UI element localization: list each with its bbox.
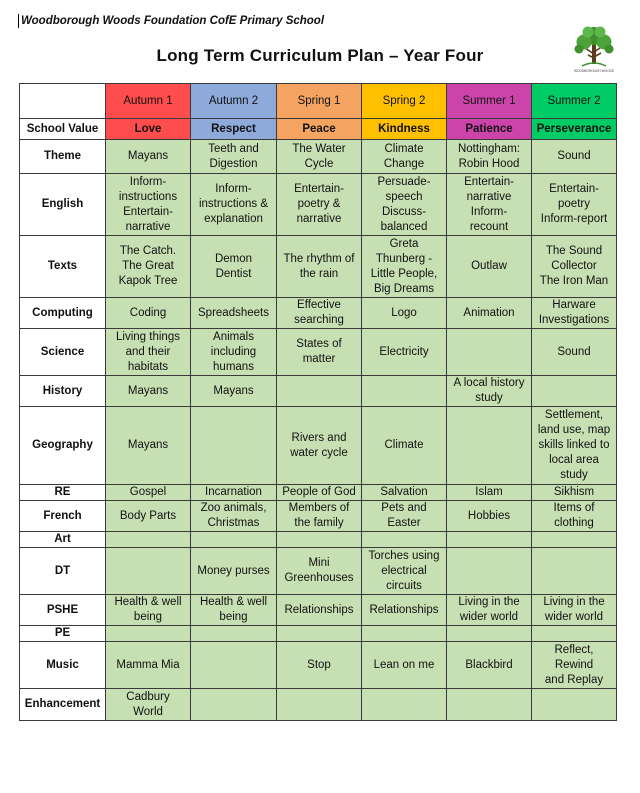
table-cell: Harware Investigations bbox=[532, 298, 617, 329]
table-cell bbox=[106, 626, 191, 642]
table-cell: Health & well being bbox=[106, 595, 191, 626]
table-cell: Blackbird bbox=[447, 642, 532, 689]
table-row bbox=[20, 501, 617, 532]
table-cell: Living things and their habitats bbox=[106, 329, 191, 376]
table-body bbox=[20, 140, 617, 721]
row-header-enhancement: Enhancement bbox=[20, 689, 106, 721]
table-cell: Mamma Mia bbox=[106, 642, 191, 689]
table-cell: The Sound Collector The Iron Man bbox=[532, 236, 617, 298]
table-cell: The rhythm of the rain bbox=[277, 236, 362, 298]
table-cell: Entertain- poetry & narrative bbox=[277, 174, 362, 236]
table-cell bbox=[447, 689, 532, 721]
table-cell: Relationships bbox=[362, 595, 447, 626]
row-header-geography: Geography bbox=[20, 407, 106, 485]
term-header-spring-2: Spring 2 bbox=[362, 84, 447, 119]
table-row bbox=[20, 236, 617, 298]
table-cell bbox=[532, 548, 617, 595]
table-cell bbox=[532, 689, 617, 721]
table-cell bbox=[277, 626, 362, 642]
table-cell bbox=[106, 532, 191, 548]
table-row bbox=[20, 407, 617, 485]
table-cell: Mayans bbox=[106, 376, 191, 407]
table-cell: States of matter bbox=[277, 329, 362, 376]
row-header-computing: Computing bbox=[20, 298, 106, 329]
table-cell: Settlement, land use, map skills linked to local area study bbox=[532, 407, 617, 485]
table-cell: Rivers and water cycle bbox=[277, 407, 362, 485]
table-cell: The Catch. The Great Kapok Tree bbox=[106, 236, 191, 298]
row-header: School Value bbox=[20, 119, 106, 140]
table-cell bbox=[362, 689, 447, 721]
table-cell bbox=[532, 532, 617, 548]
table-cell: Reflect, Rewind and Replay bbox=[532, 642, 617, 689]
table-row bbox=[20, 548, 617, 595]
row-header-science: Science bbox=[20, 329, 106, 376]
table-cell: Incarnation bbox=[191, 485, 277, 501]
table-cell: Inform- instructions & explanation bbox=[191, 174, 277, 236]
curriculum-table bbox=[19, 83, 617, 721]
row-header-re: RE bbox=[20, 485, 106, 501]
school-value-cell: Kindness bbox=[362, 119, 447, 140]
table-cell: Entertain- poetry Inform-report bbox=[532, 174, 617, 236]
school-value-cell: Respect bbox=[191, 119, 277, 140]
table-cell: Inform- instructions Entertain- narrative bbox=[106, 174, 191, 236]
table-cell: People of God bbox=[277, 485, 362, 501]
table-cell bbox=[447, 626, 532, 642]
table-cell: A local history study bbox=[447, 376, 532, 407]
table-cell: Hobbies bbox=[447, 501, 532, 532]
term-header-autumn-1: Autumn 1 bbox=[106, 84, 191, 119]
table-row bbox=[20, 376, 617, 407]
table-row bbox=[20, 485, 617, 501]
table-cell bbox=[447, 548, 532, 595]
term-header-summer-1: Summer 1 bbox=[447, 84, 532, 119]
row-header-french: French bbox=[20, 501, 106, 532]
table-row bbox=[20, 689, 617, 721]
table-cell: Body Parts bbox=[106, 501, 191, 532]
table-cell: Living in the wider world bbox=[447, 595, 532, 626]
table-cell bbox=[532, 376, 617, 407]
term-header-spring-1: Spring 1 bbox=[277, 84, 362, 119]
row-header-english: English bbox=[20, 174, 106, 236]
logo-text: WOODBOROUGH WOODS bbox=[573, 69, 615, 73]
table-row bbox=[20, 298, 617, 329]
table-cell: Nottingham: Robin Hood bbox=[447, 140, 532, 174]
table-row bbox=[20, 626, 617, 642]
table-cell: Torches using electrical circuits bbox=[362, 548, 447, 595]
table-cell: Sound bbox=[532, 140, 617, 174]
table-cell: Items of clothing bbox=[532, 501, 617, 532]
table-cell: Sound bbox=[532, 329, 617, 376]
table-cell bbox=[277, 689, 362, 721]
table-cell: Electricity bbox=[362, 329, 447, 376]
term-header-autumn-2: Autumn 2 bbox=[191, 84, 277, 119]
table-row bbox=[20, 140, 617, 174]
table-cell: Relationships bbox=[277, 595, 362, 626]
table-cell bbox=[532, 626, 617, 642]
table-cell bbox=[447, 329, 532, 376]
school-value-cell: Love bbox=[106, 119, 191, 140]
table-cell: Greta Thunberg - Little People, Big Dreams bbox=[362, 236, 447, 298]
table-cell: Outlaw bbox=[447, 236, 532, 298]
table-row bbox=[20, 532, 617, 548]
table-cell: Gospel bbox=[106, 485, 191, 501]
row-header-pe: PE bbox=[20, 626, 106, 642]
table-row bbox=[20, 642, 617, 689]
term-header-summer-2: Summer 2 bbox=[532, 84, 617, 119]
row-header-history: History bbox=[20, 376, 106, 407]
school-value-cell: Peace bbox=[277, 119, 362, 140]
table-cell bbox=[362, 376, 447, 407]
row-header-texts: Texts bbox=[20, 236, 106, 298]
table-cell: Cadbury World bbox=[106, 689, 191, 721]
table-cell bbox=[191, 689, 277, 721]
table-cell: Living in the wider world bbox=[532, 595, 617, 626]
table-cell: Demon Dentist bbox=[191, 236, 277, 298]
table-cell: Effective searching bbox=[277, 298, 362, 329]
table-cell bbox=[191, 626, 277, 642]
table-cell: Mini Greenhouses bbox=[277, 548, 362, 595]
table-cell: Mayans bbox=[106, 407, 191, 485]
table-cell bbox=[191, 532, 277, 548]
table-cell: Spreadsheets bbox=[191, 298, 277, 329]
school-name: Woodborough Woods Foundation CofE Primary School bbox=[18, 14, 324, 28]
table-cell: Money purses bbox=[191, 548, 277, 595]
table-cell: Logo bbox=[362, 298, 447, 329]
table-cell: Pets and Easter bbox=[362, 501, 447, 532]
table-cell bbox=[362, 532, 447, 548]
table-cell bbox=[362, 626, 447, 642]
table-cell bbox=[277, 376, 362, 407]
table-cell: Stop bbox=[277, 642, 362, 689]
table-cell: Mayans bbox=[191, 376, 277, 407]
table-cell bbox=[191, 407, 277, 485]
row-header-music: Music bbox=[20, 642, 106, 689]
table-cell: Climate bbox=[362, 407, 447, 485]
table-row bbox=[20, 329, 617, 376]
school-value-cell: Patience bbox=[447, 119, 532, 140]
table-cell: Sikhism bbox=[532, 485, 617, 501]
row-header-dt: DT bbox=[20, 548, 106, 595]
term-header-row bbox=[20, 84, 617, 119]
table-cell bbox=[106, 548, 191, 595]
table-cell: Entertain- narrative Inform- recount bbox=[447, 174, 532, 236]
corner-cell bbox=[20, 84, 106, 119]
table-cell bbox=[191, 642, 277, 689]
table-cell: Persuade- speech Discuss- balanced bbox=[362, 174, 447, 236]
table-cell: Members of the family bbox=[277, 501, 362, 532]
page-title: Long Term Curriculum Plan – Year Four bbox=[156, 46, 484, 65]
row-header-art: Art bbox=[20, 532, 106, 548]
table-cell: Lean on me bbox=[362, 642, 447, 689]
table-cell: Islam bbox=[447, 485, 532, 501]
table-cell: Zoo animals, Christmas bbox=[191, 501, 277, 532]
table-cell: Mayans bbox=[106, 140, 191, 174]
table-cell bbox=[277, 532, 362, 548]
table-cell: Animals including humans bbox=[191, 329, 277, 376]
table-cell: Coding bbox=[106, 298, 191, 329]
table-row bbox=[20, 174, 617, 236]
row-header-theme: Theme bbox=[20, 140, 106, 174]
school-value-cell: Perseverance bbox=[532, 119, 617, 140]
table-cell: Climate Change bbox=[362, 140, 447, 174]
table-cell: Teeth and Digestion bbox=[191, 140, 277, 174]
table-cell: Animation bbox=[447, 298, 532, 329]
table-cell: Health & well being bbox=[191, 595, 277, 626]
table-cell bbox=[447, 532, 532, 548]
table-cell bbox=[447, 407, 532, 485]
table-cell: Salvation bbox=[362, 485, 447, 501]
table-row bbox=[20, 595, 617, 626]
school-value-row bbox=[20, 119, 617, 140]
table-cell: The Water Cycle bbox=[277, 140, 362, 174]
row-header-pshe: PSHE bbox=[20, 595, 106, 626]
